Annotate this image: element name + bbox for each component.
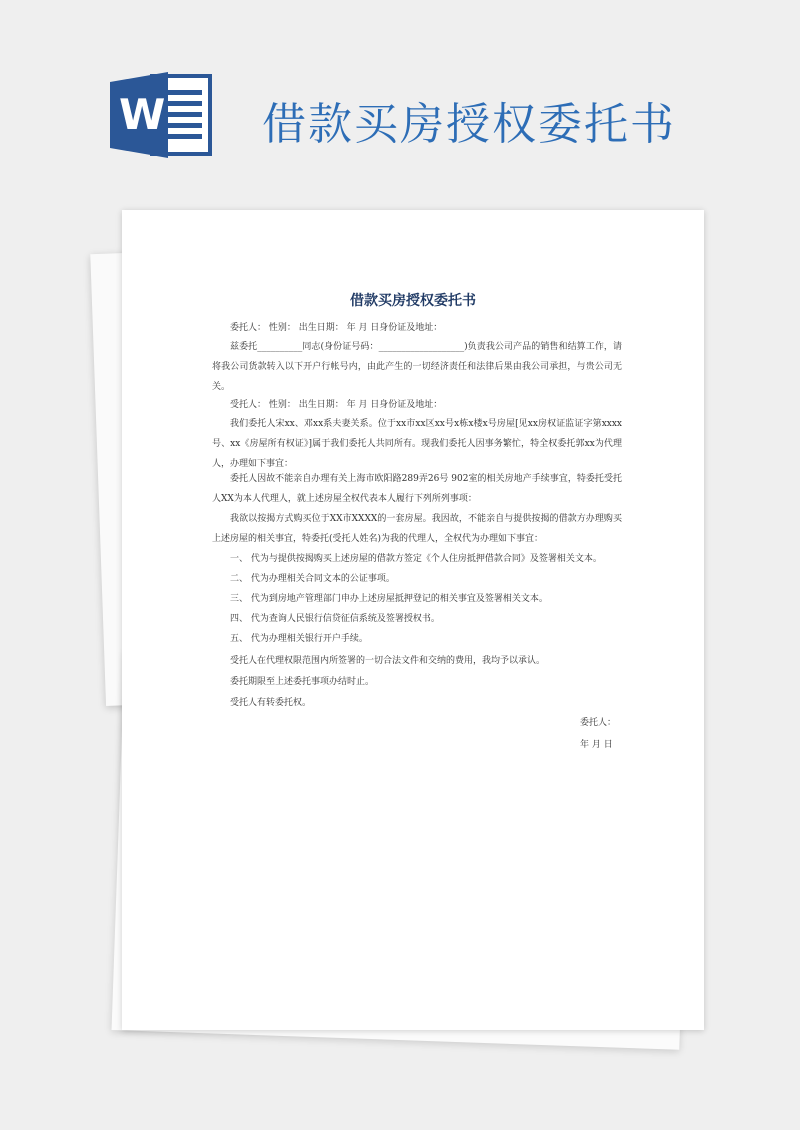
- agent-info-line: 受托人： 性别： 出生日期： 年 月 日身份证及地址：: [230, 400, 443, 410]
- date-label: 年 月 日: [580, 740, 613, 750]
- loan-paragraph: 我欲以按揭方式购买位于XX市XXXX的一套房屋。我因故，不能亲自与提供按揭的借款方办理购买上述房屋的相关事宜，特委托(受托人姓名)为我的代理人，全权代为办理如下事宜：: [212, 514, 622, 544]
- list-item: 一、 代为与提供按揭购买上述房屋的借款方签定《个人住房抵押借款合同》及签署相关文本。: [230, 554, 602, 564]
- signature-label: 委托人：: [580, 718, 617, 728]
- reason-paragraph: 委托人因故不能亲自办理有关上海市欧阳路289弄26号 902室的相关房地产手续事宜，特委托受托人XX为本人代理人，就上述房屋全权代表本人履行下列所列事项：: [212, 474, 622, 504]
- word-logo-letter: W: [119, 90, 166, 139]
- appoint-paragraph: 兹委托__________同志(身份证号码：___________________)负责我公司产品的销售和结算工作，请将我公司货款转入以下开户行帐号内，由此产生的一切经济责任和法律后果由我公司承担，与贵公司无关。: [212, 342, 622, 392]
- principal-info-line: 委托人： 性别： 出生日期： 年 月 日身份证及地址：: [230, 323, 443, 333]
- word-document-icon: [110, 70, 215, 160]
- list-item: 三、 代为到房地产管理部门申办上述房屋抵押登记的相关事宜及签署相关文本。: [230, 594, 548, 604]
- term-line: 委托期限至上述委托事项办结时止。: [230, 677, 375, 687]
- acknowledgement-line: 受托人在代理权限范围内所签署的一切合法文件和交纳的费用，我均予以承认。: [230, 656, 546, 666]
- document-title: 借款买房授权委托书: [350, 293, 476, 309]
- list-item: 四、 代为查询人民银行信贷征信系统及签署授权书。: [230, 614, 440, 624]
- list-item: 五、 代为办理相关银行开户手续。: [230, 634, 368, 644]
- banner-title: 借款买房授权委托书: [262, 99, 676, 150]
- document-page: [122, 210, 704, 1030]
- list-item: 二、 代为办理相关合同文本的公证事项。: [230, 574, 395, 584]
- property-paragraph: 我们委托人宋xx、邓xx系夫妻关系。位于xx市xx区xx号x栋x楼x号房屋[见xx房权证监证字第xxxx号、xx《房屋所有权证》]属于我们委托人共同所有。现我们委托人因事务繁忙，特全权委托郭xx为代理人，办理如下事宜：: [212, 419, 622, 469]
- subdelegation-line: 受托人有转委托权。: [230, 698, 312, 708]
